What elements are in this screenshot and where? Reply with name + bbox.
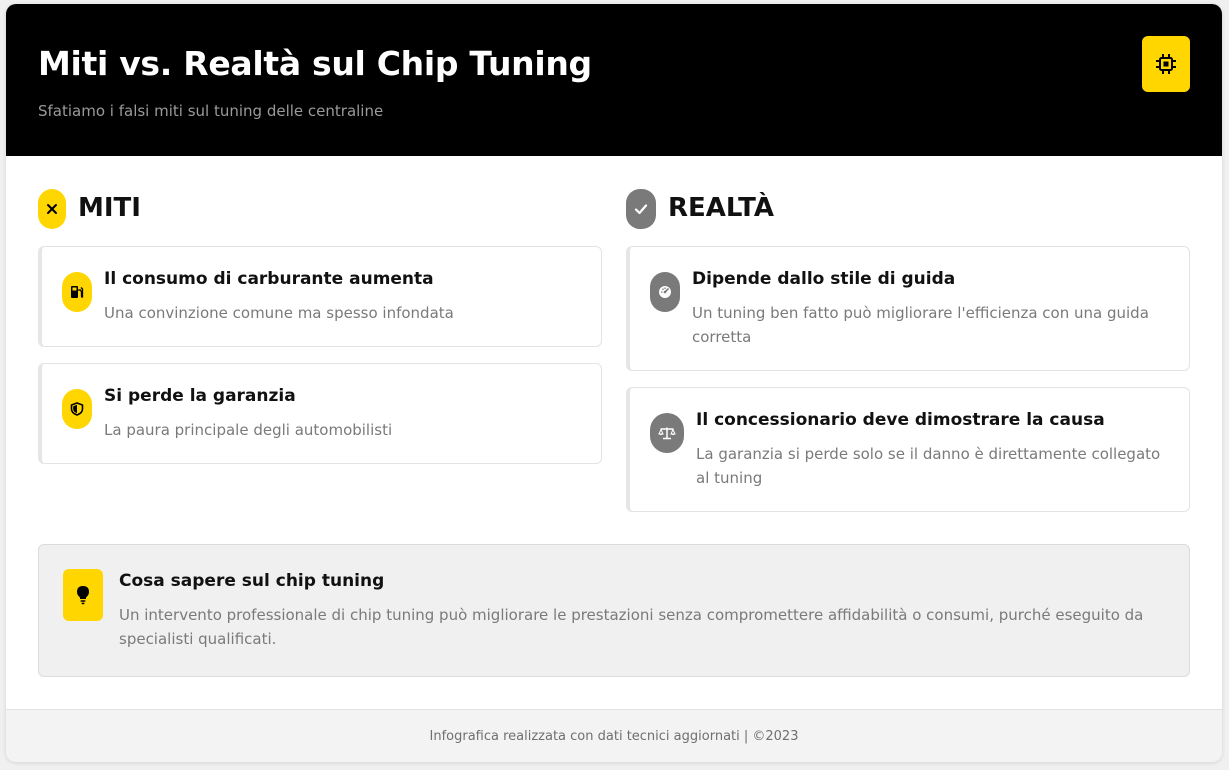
- myth-item-warranty: [38, 363, 602, 464]
- tip-icon-badge: [63, 569, 103, 621]
- gauge-icon: [658, 285, 672, 299]
- myth-item-fuel: [38, 246, 602, 347]
- footer-text: Infografica realizzata con dati tecnici aggiornati | ©2023: [429, 728, 799, 744]
- myths-title: MITI: [78, 193, 141, 223]
- reality-title: REALTÀ: [668, 193, 775, 223]
- myth-item-description: Una convinzione comune ma spesso infondata: [104, 304, 454, 322]
- fuel-pump-icon: [70, 285, 84, 299]
- reality-item-description: Un tuning ben fatto può migliorare l'efficienza con una guida corretta: [692, 304, 1149, 346]
- tip-box: [38, 544, 1190, 677]
- reality-item-driving-style: [626, 246, 1190, 371]
- myth-item-icon: [62, 272, 92, 312]
- chip-icon: [1154, 52, 1178, 76]
- check-icon: [634, 203, 648, 215]
- myths-badge: [38, 189, 66, 229]
- infographic-card: [6, 4, 1222, 762]
- page-title: Miti vs. Realtà sul Chip Tuning: [38, 44, 592, 83]
- lightbulb-icon: [75, 585, 91, 605]
- chip-badge: [1142, 36, 1190, 92]
- reality-item-icon: [650, 413, 684, 453]
- scale-icon: [658, 426, 676, 440]
- reality-item-dealer: [626, 387, 1190, 512]
- x-icon: [46, 203, 58, 215]
- page-subtitle: Sfatiamo i falsi miti sul tuning delle centraline: [38, 102, 384, 120]
- footer: [6, 709, 1222, 762]
- reality-badge: [626, 189, 656, 229]
- myth-item-description: La paura principale degli automobilisti: [104, 421, 393, 439]
- myth-item-icon: [62, 389, 92, 429]
- tip-title: Cosa sapere sul chip tuning: [119, 571, 385, 591]
- myth-item-title: Il consumo di carburante aumenta: [104, 269, 434, 289]
- myth-item-title: Si perde la garanzia: [104, 386, 296, 406]
- reality-item-icon: [650, 272, 680, 312]
- header: [6, 4, 1222, 156]
- reality-item-title: Il concessionario deve dimostrare la causa: [696, 410, 1105, 430]
- shield-icon: [70, 402, 84, 416]
- reality-item-description: La garanzia si perde solo se il danno è direttamente collegato al tuning: [696, 445, 1161, 487]
- reality-item-title: Dipende dallo stile di guida: [692, 269, 956, 289]
- tip-description: Un intervento professionale di chip tuning può migliorare le prestazioni senza compromettere affidabilità o consumi, purché eseguito da specialisti qualificati.: [119, 606, 1144, 648]
